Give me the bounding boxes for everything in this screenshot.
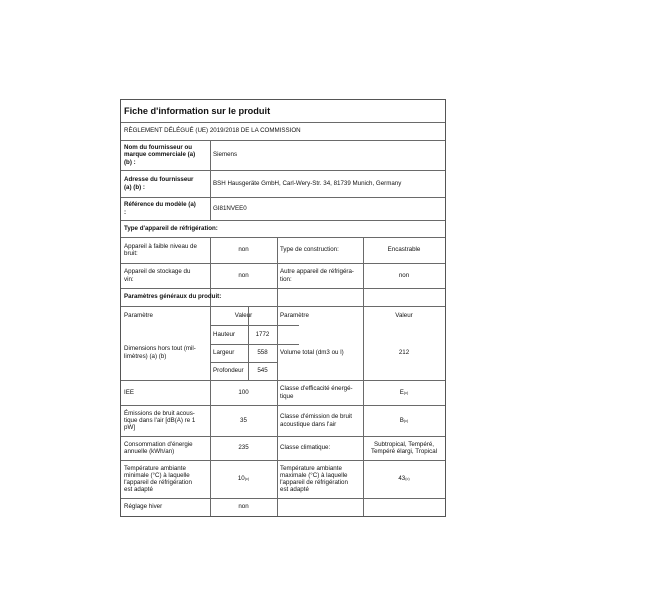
column-header-value: Valeur — [395, 311, 413, 319]
construction-type-value: Encastrable — [387, 246, 421, 254]
climate-class-value: Subtropical, Tempéré, Tempéré élargi, Tropical — [370, 440, 438, 455]
min-temperature-label: Température ambiante minimale (°C) à laquelle l'appareil de réfrigération est adapté — [124, 464, 192, 494]
wine-storage-label: Appareil de stockage du vin: — [124, 268, 191, 283]
energy-class-label: Classe d'efficacité énergé- tique — [280, 385, 353, 400]
winter-setting-value: non — [238, 503, 249, 511]
supplier-address-label: Adresse du fournisseur (a) (b) : — [124, 176, 194, 191]
width-value: 558 — [257, 349, 268, 357]
appliance-type-header: Type d'appareil de réfrigération: — [124, 224, 218, 232]
noise-class-label: Classe d'émission de bruit acoustique dans l'air — [280, 413, 353, 428]
climate-class-label: Classe climatique: — [280, 444, 331, 452]
low-noise-value: non — [238, 246, 249, 254]
other-appliance-value: non — [398, 271, 410, 279]
column-header-parameter: Paramètre — [124, 311, 153, 319]
noise-emission-value: 35 — [240, 416, 247, 424]
sheet-title: Fiche d'information sur le produit — [124, 105, 271, 116]
total-volume-value: 212 — [398, 348, 410, 356]
dimensions-label: Dimensions hors tout (mil- limètres) (a) (b) — [124, 345, 196, 360]
min-temperature-value: 10 — [237, 475, 245, 483]
regulation-text: RÈGLEMENT DÉLÉGUÉ (UE) 2019/2018 DE LA COMMISSION — [124, 127, 301, 135]
max-temperature-cell: 43 (c) — [398, 475, 410, 483]
general-parameters-header: Paramètres généraux du produit: — [124, 293, 222, 301]
iee-value: 100 — [238, 388, 249, 396]
min-temperature-cell: 10 (c) — [237, 475, 250, 483]
column-header-parameter: Paramètre — [280, 311, 309, 319]
energy-consumption-label: Consommation d'énergie annuelle (kWh/an) — [124, 440, 193, 455]
depth-label: Profondeur — [213, 367, 244, 375]
noise-class-cell: B (c) — [399, 416, 409, 424]
low-noise-label: Appareil à faible niveau de bruit: — [124, 242, 197, 257]
supplier-name-label: Nom du fournisseur ou marque commerciale (a) (b) : — [124, 144, 196, 166]
max-temperature-label: Température ambiante maximale (°C) à laquelle l'appareil de réfrigération est adapté — [280, 464, 348, 494]
column-header-value: Valeur — [234, 311, 253, 319]
noise-emission-label: Émissions de bruit acous- tique dans l'air [dB(A) re 1 pW] — [124, 409, 196, 432]
total-volume-label: Volume total (dm3 ou l) — [280, 348, 344, 356]
wine-storage-value: non — [238, 271, 249, 279]
energy-class-cell: E (c) — [399, 388, 409, 396]
height-label: Hauteur — [213, 330, 236, 338]
width-label: Largeur — [213, 349, 235, 357]
max-temperature-value: 43 — [398, 475, 406, 483]
noise-class-value: B — [399, 416, 404, 424]
iee-label: IEE — [124, 388, 134, 396]
energy-consumption-value: 235 — [238, 444, 249, 452]
winter-setting-label: Réglage hiver — [124, 503, 163, 511]
other-appliance-label: Autre appareil de réfrigéra- tion: — [280, 268, 354, 283]
depth-value: 545 — [257, 367, 268, 375]
model-reference-label: Référence du modèle (a) : — [124, 201, 196, 216]
model-reference-value: GI81NVEE0 — [213, 204, 247, 212]
product-info-sheet — [120, 99, 446, 517]
height-value: 1772 — [255, 330, 270, 338]
energy-class-value: E — [399, 388, 404, 396]
supplier-address-value: BSH Hausgeräte GmbH, Carl-Wery-Str. 34, 81739 Munich, Germany — [213, 179, 402, 187]
construction-type-label: Type de construction: — [280, 246, 339, 254]
supplier-name-value: Siemens — [213, 151, 238, 159]
